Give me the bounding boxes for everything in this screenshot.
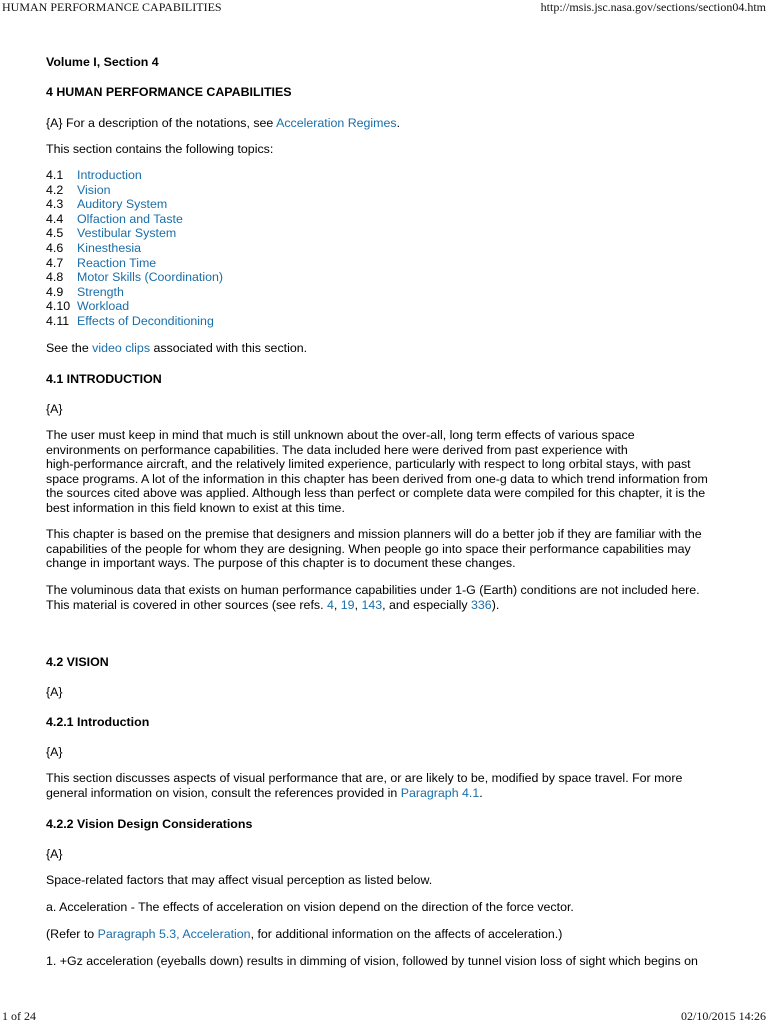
section-title: 4 HUMAN PERFORMANCE CAPABILITIES xyxy=(46,85,292,99)
video-clips-link[interactable]: video clips xyxy=(92,341,151,355)
topics-list xyxy=(46,168,223,329)
print-header-title: HUMAN PERFORMANCE CAPABILITIES xyxy=(2,0,222,14)
text-line: This chapter is based on the premise that designers and mission planners will do a better job if they are familiar with the xyxy=(46,527,702,541)
text-line: This section discusses aspects of visual performance that are, or are likely to be, modified by space travel. For more xyxy=(46,771,683,785)
print-footer-datetime: 02/10/2015 14:26 xyxy=(680,1009,766,1023)
text-line: high-performance aircraft, and the relatively limited experience, particularly with respect to long orbital stays, with past xyxy=(46,457,691,472)
text-line: capabilities of the people for whom they are designing. When people go into space their performance capabilities may xyxy=(46,541,691,556)
text-line: The user must keep in mind that much is still unknown about the over-all, long term effects of various space xyxy=(46,428,635,442)
toc-item xyxy=(46,212,223,227)
print-footer-page-count: 1 of 24 xyxy=(2,1009,36,1023)
paragraph-4-1-link[interactable]: Paragraph 4.1 xyxy=(400,785,480,800)
toc-number: 4.7 xyxy=(46,255,64,270)
toc-link-introduction[interactable]: Introduction xyxy=(77,168,142,182)
toc-number: 4.8 xyxy=(46,270,64,285)
notation-suffix: . xyxy=(396,116,401,130)
refs-prefix: This material is covered in other sources (see refs. xyxy=(46,597,327,612)
refer-prefix: (Refer to xyxy=(46,927,98,941)
vision-intro-paragraph xyxy=(46,771,736,800)
design-paragraph: Space-related factors that may affect visual perception as listed below. xyxy=(46,873,433,887)
video-prefix: See the xyxy=(46,341,93,355)
toc-link-vision[interactable]: Vision xyxy=(77,182,111,197)
vision-heading: 4.2 VISION xyxy=(46,655,109,669)
vision-intro-notation: {A} xyxy=(46,745,63,759)
text-line xyxy=(46,598,736,613)
intro-notation: {A} xyxy=(46,402,63,416)
toc-item xyxy=(46,197,223,212)
vision-intro-prefix: general information on vision, consult the references provided in xyxy=(46,785,401,800)
text-line: change in important ways. The purpose of this chapter is to document these changes. xyxy=(46,556,516,571)
toc-item xyxy=(46,270,223,285)
acceleration-regimes-link[interactable]: Acceleration Regimes xyxy=(276,116,397,130)
toc-item xyxy=(46,314,223,329)
toc-number: 4.5 xyxy=(46,226,64,241)
acceleration-item: a. Acceleration - The effects of acceleration on vision depend on the direction of the force vector. xyxy=(46,900,574,914)
intro-paragraph-3 xyxy=(46,583,736,612)
intro-paragraph-1 xyxy=(46,428,736,516)
text-line: environments on performance capabilities. The data included here were derived from past experience with xyxy=(46,442,628,457)
design-notation: {A} xyxy=(46,847,63,861)
notation-prefix: {A} For a description of the notations, see xyxy=(46,116,277,130)
vision-intro-suffix: . xyxy=(479,785,483,800)
ref-link-4[interactable]: 4 xyxy=(326,597,334,612)
toc-link-vestibular-system[interactable]: Vestibular System xyxy=(77,226,177,241)
toc-link-auditory-system[interactable]: Auditory System xyxy=(77,197,168,212)
toc-item xyxy=(46,299,223,314)
ref-link-336[interactable]: 336 xyxy=(471,597,492,612)
toc-item xyxy=(46,256,223,271)
toc-item xyxy=(46,168,223,183)
intro-heading: 4.1 INTRODUCTION xyxy=(46,372,162,386)
text-line: the sources cited above was applied. Although less than perfect or complete data were compiled for this chapter, it is the xyxy=(46,486,706,501)
ref-separator: , xyxy=(333,597,341,612)
intro-paragraph-2 xyxy=(46,527,736,571)
ref-separator: , xyxy=(354,597,362,612)
toc-number: 4.1 xyxy=(46,168,64,182)
toc-link-reaction-time[interactable]: Reaction Time xyxy=(77,255,157,270)
text-line: best information in this field known to exist at this time. xyxy=(46,500,345,515)
toc-number: 4.6 xyxy=(46,240,64,255)
toc-link-workload[interactable]: Workload xyxy=(77,299,130,314)
toc-link-motor-skills[interactable]: Motor Skills (Coordination) xyxy=(77,270,223,285)
toc-item xyxy=(46,285,223,300)
toc-number: 4.2 xyxy=(46,182,64,197)
refer-line xyxy=(46,927,562,942)
toc-link-olfaction-and-taste[interactable]: Olfaction and Taste xyxy=(77,211,183,226)
toc-item xyxy=(46,226,223,241)
volume-heading: Volume I, Section 4 xyxy=(46,55,159,69)
toc-item xyxy=(46,183,223,198)
design-heading: 4.2.2 Vision Design Considerations xyxy=(46,817,253,831)
toc-link-strength[interactable]: Strength xyxy=(77,284,124,299)
toc-link-effects-of-deconditioning[interactable]: Effects of Deconditioning xyxy=(77,313,214,328)
toc-number: 4.10 xyxy=(46,299,71,314)
text-line xyxy=(46,786,736,801)
notation-line xyxy=(46,116,400,131)
print-header-url: http://msis.jsc.nasa.gov/sections/section04.htm xyxy=(540,0,766,14)
vision-notation: {A} xyxy=(46,685,63,699)
text-line: space programs. A lot of the information in this chapter has been derived from one-g data to which trend information from xyxy=(46,471,708,486)
refer-suffix: , for additional information on the affects of acceleration.) xyxy=(250,927,563,941)
toc-link-kinesthesia[interactable]: Kinesthesia xyxy=(77,240,142,255)
text-line: The voluminous data that exists on human performance capabilities under 1-G (Earth) conditions are not included here. xyxy=(46,583,700,597)
video-line xyxy=(46,341,307,356)
video-suffix: associated with this section. xyxy=(150,341,308,355)
toc-number: 4.11 xyxy=(46,313,70,328)
gz-acceleration-item: 1. +Gz acceleration (eyeballs down) results in dimming of vision, followed by tunnel vision loss of sight which begins on xyxy=(46,954,698,968)
toc-item xyxy=(46,241,223,256)
topics-intro: This section contains the following topics: xyxy=(46,142,274,156)
vision-intro-heading: 4.2.1 Introduction xyxy=(46,715,150,729)
ref-link-143[interactable]: 143 xyxy=(361,597,383,612)
toc-number: 4.3 xyxy=(46,197,64,212)
refs-suffix: ). xyxy=(491,597,500,612)
ref-and: , and especially xyxy=(382,597,471,612)
paragraph-5-3-link[interactable]: Paragraph 5.3, Acceleration xyxy=(97,927,251,941)
ref-link-19[interactable]: 19 xyxy=(340,597,355,612)
toc-number: 4.4 xyxy=(46,211,64,226)
toc-number: 4.9 xyxy=(46,284,64,299)
